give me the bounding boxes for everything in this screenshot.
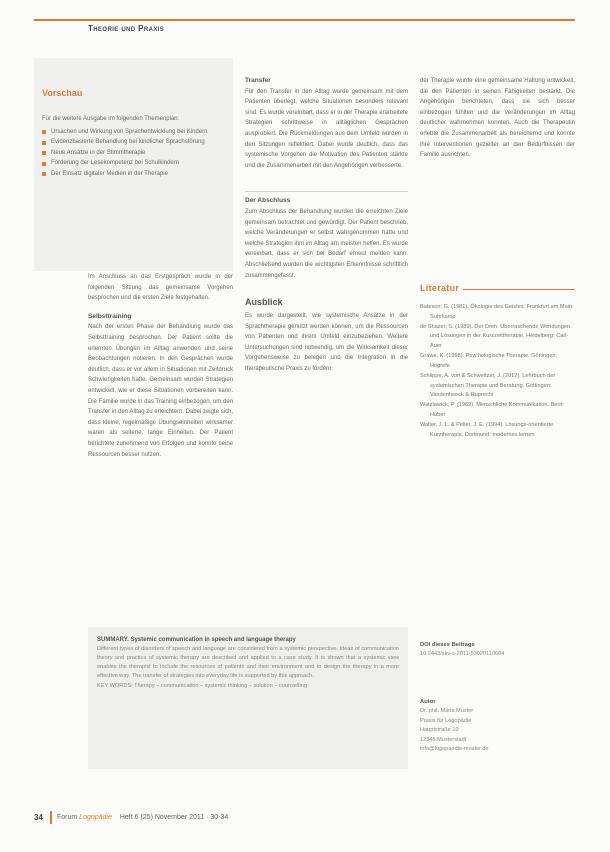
column-1-continuation: Im Anschluss an das Erstgespräch wurde in der folgenden Sitzung das gemeinsame Vorgehen besprochen und die ersten Ziele festgehalten. [88,274,233,302]
summary-keywords: KEY WORDS: Therapy – communication – systemic thinking – solution – counselling [97,683,307,689]
section-header: Theorie und Praxis [88,24,165,33]
summary-text: Different types of disorders of speech and language are considered from a systemic perspective. Ideas of communication theory and practice of systemic therapy are described and applied to a case study. It is shown that a systemic view enables the therapist to include the resources of patients and their environment and to design the therapy in a more effective way. The transfer of strategies into everyday life is supported by this approach. [97,646,399,679]
subsection-text-transfer: Für den Transfer in den Alltag wurde gemeinsam mit dem Patienten überlegt, welche Situationen besonders relevant sind. Es wurde vereinbart, dass er in der Therapie erarbeitete Strategien schrittweise in alltäglichen Gesprächen ausprobiert. Die Rückmeldungen aus dem Umfeld wurden in den Sitzungen reflektiert. Dabei wurde deutlich, dass das systemische Vorgehen die Motivation des Patienten stärkte und die Zusammenarbeit mit den Angehörigen verbesserte. [245,88,408,169]
doi-title: DOI dieses Beitrags [420,642,475,648]
author-line: Praxis für Logopädie [420,717,472,724]
ausblick-text: Es wurde dargestellt, wie systemische Ansätze in der Sprachtherapie genutzt werden können, um die Ressourcen von Patienten und ihrem Umfeld einzubeziehen. Weitere Untersuchungen sind notwendig, um die Wirksamkeit dieser Vorgehensweise zu belegen und die Integration in die therapeutische Praxis zu fördern. [245,313,408,373]
literature-section [420,283,575,441]
literature-title: Literatur [420,283,460,293]
preview-box [34,58,233,271]
literature-item: Bateson, G. (1981). Ökologie des Geistes. Frankfurt am Main: Suhrkamp [420,304,574,320]
column-3 [420,76,575,161]
footer-issue: Heft 6 (25) November 2011 · 30-34 [119,814,229,821]
ausblick-title: Ausblick [245,297,283,308]
author-line: 12345 Musterstadt [420,736,467,743]
column-3-text: der Therapie wurde eine gemeinsame Haltung entwickelt, die den Patienten in seinen Fähigkeiten bestärkt. Die Angehörigen berichteten, dass sie sich besser einbezogen fühlten und die Veränderungen im Alltag deutlicher wahrnehmen konnten. Auch die Therapeutin erlebte die Zusammenarbeit als bereichernd und konnte ihre Interventionen gezielter an den Bedürfnissen der Familie ausrichten. [420,78,575,159]
author-lines [420,707,575,755]
summary-title: SUMMARY. Systemic communication in speech and language therapy [97,637,296,643]
doi-value: 10.2443/skv-s-2011-53020110604 [420,651,505,657]
doi-section [420,640,575,660]
preview-list [42,127,225,180]
subsection-text-abschluss: Zum Abschluss der Behandlung wurden die erreichten Ziele gemeinsam betrachtet und gewürdigt. Der Patient beschrieb, welche Veränderungen er selbst wahrgenommen hatte und welche Strategien ihm im Alltag am meisten helfen. Es wurde vereinbart, dass er sich bei Bedarf erneut melden kann. Abschließend wurden die wichtigsten Erkenntnisse schriftlich zusammengefasst. [245,208,408,279]
author-section [420,697,575,755]
subsection-title-transfer: Transfer [245,77,271,84]
subsection-title-abschluss: Der Abschluss [245,197,291,205]
footer-brand-prefix: Forum [57,814,80,821]
preview-list-item: Evidenzbasierte Behandlung bei kindlicher Sprachstörung [42,137,225,148]
literature-item: Watzlawick, P. (1969). Menschliche Kommunikation. Bern: Huber [420,402,564,418]
literature-title-rule [463,289,575,290]
preview-list-item: Förderung der Lesekompetenz bei Schulkindern [42,158,225,169]
literature-list [420,303,575,440]
author-line: info@logopaedie-muster.de [420,746,489,753]
header-rule [34,19,575,21]
footer-brand: Logopädie [79,814,112,821]
column-1 [88,272,233,460]
literature-item: Walter, J. L. & Peller, J. E. (1994). Lösungs-orientierte Kurztherapie. Dortmund: modernes lernen [420,422,554,438]
author-line: Hauptstraße 10 [420,727,459,734]
subsection-text-selbsttraining: Nach der ersten Phase der Behandlung wurde das Selbsttraining besprochen. Der Patient sollte die erlernten Übungen im Alltag anwenden und seine Beobachtungen notieren. In den Gesprächen wurde deutlich, dass er vor allem in Situationen mit Zeitdruck Schwierigkeiten hatte. Gemeinsam wurden Strategien entwickelt, wie er diese Situationen vorbereiten kann. Die Familie wurde in das Training einbezogen, um den Transfer in den Alltag zu erleichtern. Dabei zeigte sich, dass kleine, regelmäßige Übungseinheiten wirksamer waren als seltene, lange Einheiten. Der Patient berichtete zunehmend von Erfolgen und konnte seine Ressourcen besser nutzen. [88,324,233,458]
footer-journal [57,814,228,821]
page-number: 34 [34,813,43,822]
author-title: Autor [420,699,436,705]
literature-item: Grawe, K. (1998). Psychologische Therapie. Göttingen: Hogrefe [420,353,558,369]
footer-bar [50,811,52,824]
preview-title: Vorschau [42,88,83,98]
preview-intro: Für die weitere Ausgabe im folgenden Themenplan: [42,116,180,122]
preview-list-item: Der Einsatz digitaler Medien in der Therapie [42,169,225,180]
summary-box [88,627,408,769]
column-2 [245,76,408,375]
column-2-divider [245,191,408,192]
literature-item: Schlippe, A. von & Schweitzer, J. (2012). Lehrbuch der systemischen Therapie und Beratung. Göttingen: Vandenhoeck & Ruprecht [420,372,556,399]
subsection-title-selbsttraining: Selbsttraining [88,312,132,320]
preview-list-item: Neue Ansätze in der Stimmtherapie [42,148,225,159]
literature-item: de Shazer, S. (1989). Der Dreh. Überraschende Wendungen und Lösungen in der Kurzzeittherapie. Heidelberg: Carl-Auer [420,323,571,349]
preview-list-item: Ursachen und Wirkung von Sprachentwicklung bei Kindern [42,127,225,138]
author-line: Dr. phil. Maria Muster [420,708,474,714]
